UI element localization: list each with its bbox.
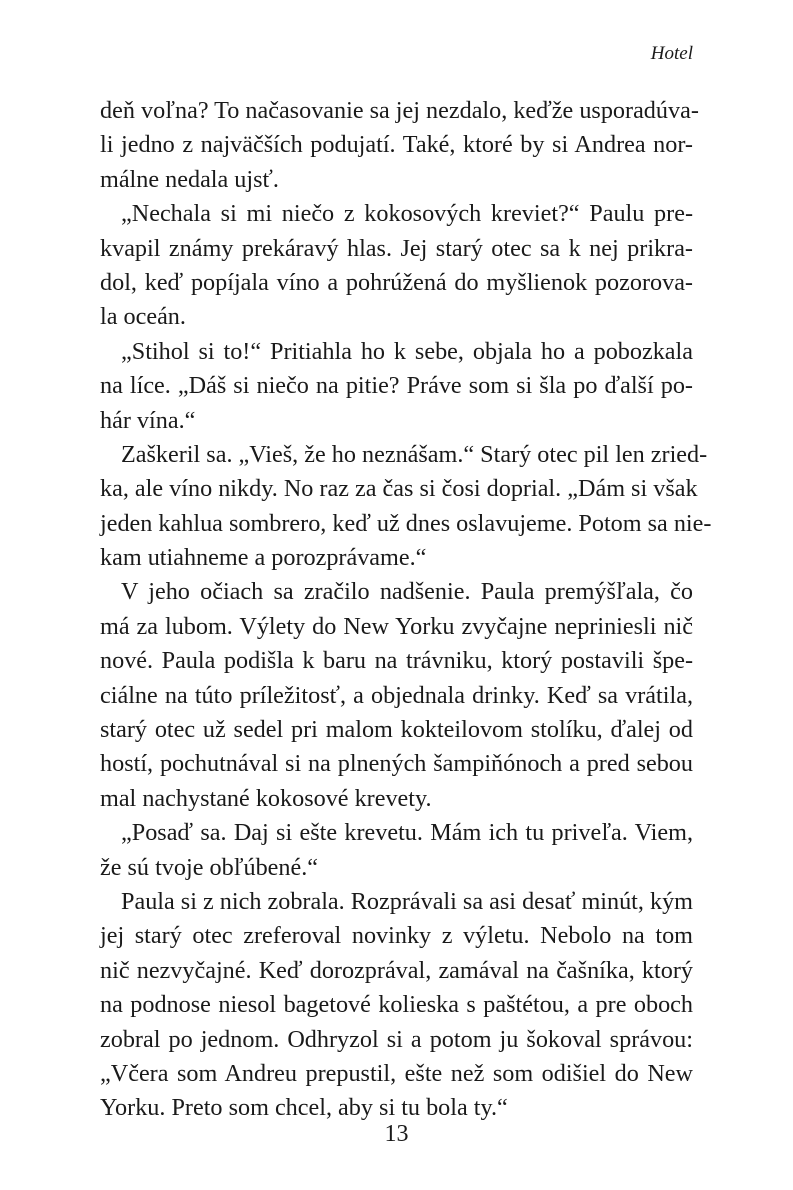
text-line: ciálne na túto príležitosť, a objednala drinky. Keď sa vrátila, <box>100 681 693 709</box>
text-line: dol, keď popíjala víno a pohrúžená do myšlienok pozorova- <box>100 268 693 296</box>
text-line: jej starý otec zreferoval novinky z výletu. Nebolo na tom <box>100 922 693 950</box>
text-line: „Posaď sa. Daj si ešte krevetu. Mám ich tu priveľa. Viem, <box>121 819 693 847</box>
text-line: na líce. „Dáš si niečo na pitie? Práve som si šla po ďalší po- <box>100 372 693 400</box>
text-line: mal nachystané kokosové krevety. <box>100 784 432 812</box>
text-line: nové. Paula podišla k baru na trávniku, ktorý postavili špe- <box>100 647 693 675</box>
text-line: že sú tvoje obľúbené.“ <box>100 853 319 881</box>
text-line: „Nechala si mi niečo z kokosových kreviet?“ Paulu pre- <box>121 200 693 228</box>
text-line: „Stihol si to!“ Pritiahla ho k sebe, objala ho a pobozkala <box>121 337 693 365</box>
running-header-title: Hotel <box>650 43 693 64</box>
text-line: „Včera som Andreu prepustil, ešte než som odišiel do New <box>100 1059 693 1087</box>
text-line: starý otec už sedel pri malom kokteilovom stolíku, ďalej od <box>100 716 693 744</box>
text-line: kvapil známy prekáravý hlas. Jej starý otec sa k nej prikra- <box>100 234 693 262</box>
text-line: hostí, pochutnával si na plnených šampiňónoch a pred sebou <box>100 750 693 778</box>
text-line: Paula si z nich zobrala. Rozprávali sa asi desať minút, kým <box>121 887 693 915</box>
text-line: la oceán. <box>100 303 186 331</box>
text-line: Zaškeril sa. „Vieš, že ho neznášam.“ Starý otec pil len zried- <box>121 440 708 468</box>
text-line: jeden kahlua sombrero, keď už dnes oslavujeme. Potom sa nie- <box>100 509 712 537</box>
text-line: zobral po jednom. Odhryzol si a potom ju šokoval správou: <box>100 1025 693 1053</box>
body-text <box>100 94 712 1126</box>
text-line: nič nezvyčajné. Keď dorozprával, zamával na čašníka, ktorý <box>100 956 693 984</box>
text-line: li jedno z najväčších podujatí. Také, ktoré by si Andrea nor- <box>100 131 693 159</box>
text-line: hár vína.“ <box>100 406 196 434</box>
text-line: má za lubom. Výlety do New Yorku zvyčajne nepriniesli nič <box>100 612 693 640</box>
text-line: Yorku. Preto som chcel, aby si tu bola ty.“ <box>100 1094 508 1122</box>
text-line: kam utiahneme a porozprávame.“ <box>100 544 427 572</box>
text-line: na podnose niesol bagetové kolieska s paštétou, a pre oboch <box>100 991 693 1019</box>
text-line: málne nedala ujsť. <box>100 165 279 193</box>
text-line: ka, ale víno nikdy. No raz za čas si čosi doprial. „Dám si však <box>100 475 698 503</box>
text-line: V jeho očiach sa zračilo nadšenie. Paula premýšľala, čo <box>121 578 693 606</box>
page-number: 13 <box>384 1121 409 1147</box>
text-line: deň voľna? To načasovanie sa jej nezdalo, keďže usporadúva- <box>100 97 699 124</box>
